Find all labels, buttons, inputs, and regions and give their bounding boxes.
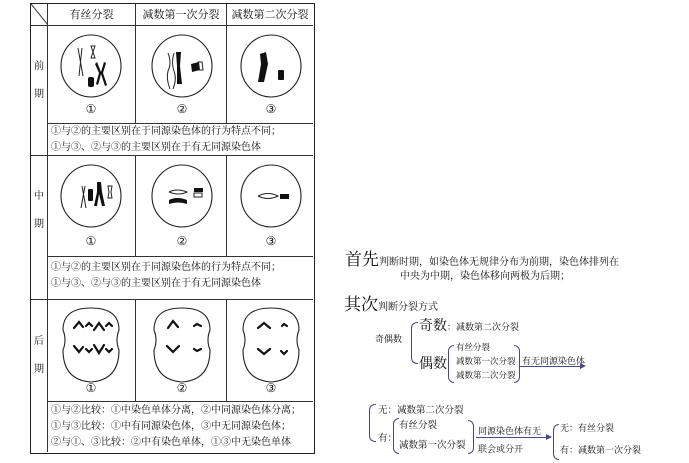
- parity-root: 奇偶数: [375, 335, 403, 345]
- step-second: [344, 290, 438, 315]
- even-item: 有丝分裂: [456, 343, 491, 353]
- step-first-lead: 首先: [345, 250, 379, 270]
- phase-label-anaphase: [31, 334, 47, 378]
- brace: [369, 404, 376, 442]
- comparison-table: [30, 3, 315, 454]
- criterion-line2: 联会或分开: [478, 445, 524, 455]
- anaphase-notes: [48, 403, 301, 451]
- even-items: [456, 341, 516, 383]
- header-meiosis-1: 减数第一次分裂: [142, 8, 220, 21]
- brace: [448, 345, 454, 383]
- even-item: 减数第一次分裂: [456, 357, 516, 367]
- homolog-has-label: 有：: [378, 433, 398, 444]
- homolog-none: 无：减数第二次分裂: [378, 405, 464, 416]
- metaphase-notes: [48, 260, 281, 292]
- arrow-icon: [476, 437, 548, 438]
- phase-char: 期: [34, 364, 44, 375]
- figure-label: ③: [265, 381, 277, 395]
- diagonal-corner: [31, 4, 48, 25]
- note-line: ①与③、②与③的主要区别在于有无同源染色体: [51, 142, 261, 153]
- step-second-lead: 其次: [344, 295, 378, 315]
- note-line: ①与②的主要区别在于同源染色体的行为特点不同；: [51, 126, 281, 137]
- phase-char: 期: [34, 219, 44, 230]
- header-mitosis: 有丝分裂: [69, 8, 114, 21]
- figure-label: ①: [85, 381, 97, 395]
- odd-label: 奇数: [419, 318, 447, 334]
- note-line: ①与②的主要区别在于同源染色体的行为特点不同；: [51, 262, 281, 273]
- note-line: ①与③比较：①中有同源染色体，③中无同源染色体；: [51, 421, 291, 432]
- divider: [47, 256, 313, 257]
- note-line: ①与②比较：①中染色单体分离，②中同源染色体分离；: [51, 405, 301, 416]
- header-meiosis-2: 减数第二次分裂: [231, 8, 309, 21]
- figure-label: ②: [176, 381, 188, 395]
- arrow-icon: [520, 366, 582, 367]
- result-item: 有：减数第一次分裂: [560, 446, 642, 456]
- phase-label-prophase: [31, 59, 47, 103]
- even-item: 减数第二次分裂: [456, 371, 516, 381]
- note-line: ①与③、②与③的主要区别在于有无同源染色体: [51, 278, 261, 289]
- step-first-line2: 中央为中期，染色体移向两极为后期；: [400, 271, 570, 282]
- figure-label: ③: [265, 102, 277, 116]
- result-item: 无：有丝分裂: [560, 424, 615, 434]
- step-second-text: 判断分裂方式: [378, 302, 438, 313]
- figure-label: ②: [176, 102, 188, 116]
- homolog-has-items: [399, 416, 466, 456]
- homolog-results: [560, 418, 641, 462]
- even-label: 偶数: [419, 356, 447, 372]
- step-first-line1: 判断时期，如染色体无规律分布为前期，染色体排列在: [379, 257, 619, 268]
- brace: [411, 322, 418, 364]
- prophase-notes: [48, 124, 281, 156]
- has-item: 有丝分裂: [399, 420, 438, 431]
- brace: [553, 424, 559, 460]
- phase-label-metaphase: [31, 189, 47, 233]
- has-item: 减数第一次分裂: [399, 440, 466, 451]
- even-criterion: 有无同源染色体: [522, 357, 586, 367]
- criterion-line1: 同源染色体有无: [478, 427, 542, 437]
- phase-char: 后: [34, 336, 44, 347]
- figure-label: ①: [85, 102, 97, 116]
- brace: [514, 345, 520, 383]
- figure-label: ②: [176, 234, 188, 248]
- phase-char: 前: [34, 61, 44, 72]
- note-line: ②与①、③比较：②中有染色单体，①③中无染色单体: [51, 437, 291, 448]
- figure-label: ③: [265, 234, 277, 248]
- parity-odd: [419, 315, 519, 335]
- odd-result: ：减数第二次分裂: [447, 323, 520, 333]
- phase-char: 期: [34, 89, 44, 100]
- figure-label: ①: [85, 234, 97, 248]
- brace: [468, 420, 474, 454]
- phase-char: 中: [34, 191, 44, 202]
